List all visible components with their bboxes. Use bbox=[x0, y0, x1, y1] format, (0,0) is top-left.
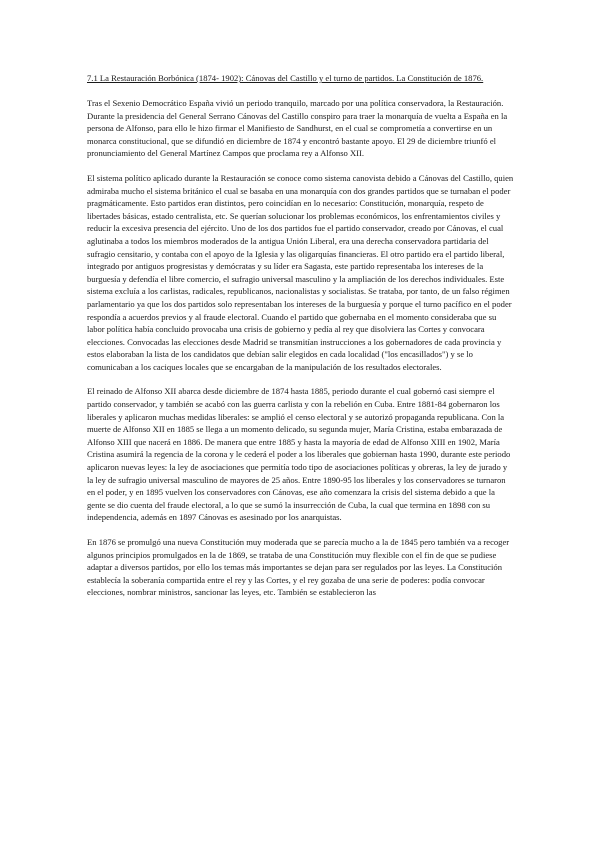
document-title: 7.1 La Restauración Borbónica (1874- 1902): Cánovas del Castillo y el turno de partidos. La Constitución de 1876. bbox=[87, 73, 484, 83]
paragraph-canovista-system: El sistema político aplicado durante la Restauración se conoce como sistema canovista debido a Cánovas del Castillo, quien admiraba mucho el sistema británico el cual se basaba en una monarquía con dos grandes partidos que se turnaban el poder pragmáticamente. Esto partidos eran distintos, pero coincidían en lo necesario: Constitución, monarquía, respeto de libertades básicas, estado centralista, etc. Se querían solucionar los problemas económicos, los enfrentamientos civiles y reducir la excesiva presencia del ejército. Uno de los dos partidos fue el partido conservador, creado por Cánovas, el cual aglutinaba a todos los miembros moderados de la antigua Unión Liberal, era una derecha conservadora partidaria del sufragio censitario, y contaba con el apoyo de la Iglesia y las oligarquías financieras. El otro partido era el partido liberal, integrado por antiguos progresistas y demócratas y su líder era Sagasta, este partido representaba los intereses de la burguesía y defendía el libre comercio, el sufragio universal masculino y la ampliación de los derechos individuales. Este sistema excluía a los carlistas, radicales, republicanos, nacionalistas y socialistas. Se trataba, por tanto, de un falso régimen parlamentario ya que los dos partidos solo representaban los intereses de la burguesía y porque el turno pacífico en el poder respondía a acuerdos previos y al fraude electoral. Cuando el partido que gobernaba en el momento consideraba que su labor política había concluido provocaba una crisis de gobierno y pedía al rey que disolviera las Cortes y convocara elecciones. Convocadas las elecciones desde Madrid se transmitían instrucciones a los gobernadores de cada provincia y estos elaboraban la lista de los candidatos que debían salir elegidos en cada localidad ("los encasillados") y se lo comunicaban a los caciques locales que se encargaban de la manipulación de los resultados electorales. bbox=[87, 172, 514, 372]
paragraph-constitution-1876: En 1876 se promulgó una nueva Constitución muy moderada que se parecía mucho a la de 1845 pero también va a recoger algunos principios promulgados en la de 1869, se trataba de una Constitución muy flexible con el fin de que se pudiese adaptar a diversos partidos, por ello los temas más importantes se dejan para ser regulados por las leyes. La Constitución establecía la soberanía compartida entre el rey y las Cortes, y el rey gozaba de una serie de poderes: podía convocar elecciones, nombrar ministros, sancionar las leyes, etc. También se establecieron las bbox=[87, 537, 510, 598]
paragraph-intro: Tras el Sexenio Democrático España vivió un periodo tranquilo, marcado por una política conservadora, la Restauración. Durante la presidencia del General Serrano Cánovas del Castillo conspiro para traer la monarquía de vuelta a España en la persona de Alfonso, para ello le hizo firmar el Manifiesto de Sandhurst, en el cual se comprometía a convertirse en un monarca constitucional, que se difundió en diciembre de 1874 y encontró bastante apoyo. El 29 de diciembre triunfó el pronunciamiento del General Martínez Campos que proclama rey a Alfonso XII. bbox=[87, 98, 508, 159]
paragraph-alfonso-xii-reign: El reinado de Alfonso XII abarca desde diciembre de 1874 hasta 1885, periodo durante el cual gobernó casi siempre el partido conservador, y también se acabó con las guerra carlista y con la rebelión en Cuba. Entre 1881-84 gobernaron los liberales y aplicaron muchas medidas liberales: se amplió el censo electoral y se autorizó propaganda republicana. Con la muerte de Alfonso XII en 1885 se llega a un momento delicado, su segunda mujer, María Cristina, estaba embarazada de Alfonso XIII que nacerá en 1886. De manera que entre 1885 y hasta la mayoría de edad de Alfonso XIII en 1902, María Cristina asumirá la regencia de la corona y le cederá el poder a los liberales que gobiernan hasta 1990, durante este periodo aplicaron nuevas leyes: la ley de asociaciones que permitía todo tipo de asociaciones políticas y obreras, la ley de jurado y la ley de sufragio universal masculino de mayores de 25 años. Entre 1890-95 los liberales y los conservadores se turnaron en el poder, y en 1895 vuelven los conservadores con Cánovas, ese año comenzara la crisis del sistema debido a que la gente se dio cuenta del fraude electoral, a lo que se sumó la insurrección de Cuba, la cual que termina en 1898 con su independencia, además en 1897 Cánovas es asesinado por los anarquistas. bbox=[87, 386, 511, 523]
document-page bbox=[87, 72, 515, 611]
